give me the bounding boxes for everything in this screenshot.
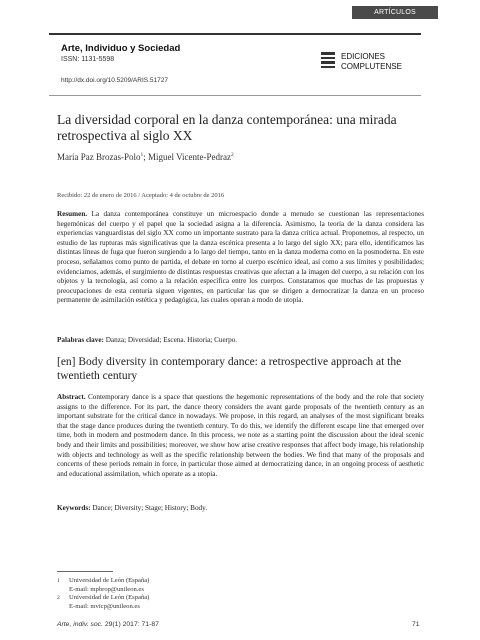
author-1: María Paz Brozas-Polo bbox=[57, 152, 141, 162]
abstract-text: Contemporary dance is a space that questions the hegemonic representations of the body and the role that society assigns to the difference. For its part, the dance theory considers the avant garde proposals of the twentieth century as an important substrate for the critical dance in nowadays. We propose, in this regard, an analyses of the most significant breaks that the stage dance produces during the twentieth century. To do this, we identify the different escape line that emerged over time, both in modern and postmodern dance. In this process, we note as a starting point the discussion about the ideal scenic body and their limits and possibilities; moreover, we show how arise creative responses that affect body image, his relationship with objects and technology as well as the specific relationship between the bodies. We find that many of the proposals and concerns of these periods remain in force, in particular those aimed at democratizing dance, in an ongoing process of aesthetic and educational assimilation, which operate as a utopia. bbox=[57, 393, 424, 478]
journal-issn: ISSN: 1131-5598 bbox=[61, 56, 115, 63]
footer-citation bbox=[57, 621, 159, 628]
doi-link[interactable]: http://dx.doi.org/10.5209/ARIS.51727 bbox=[61, 77, 168, 84]
publisher-name-line1: EDICIONES bbox=[341, 52, 386, 61]
abstract-en bbox=[57, 393, 424, 479]
abstract-label: Abstract. bbox=[57, 393, 86, 401]
footnote-email: E-mail: mpbrop@unileon.es bbox=[69, 585, 144, 593]
keywords-es bbox=[57, 336, 424, 346]
author-2: Miguel Vicente-Pedraz bbox=[148, 152, 232, 162]
journal-title: Arte, Individuo y Sociedad bbox=[61, 43, 181, 54]
footnote-email: E-mail: mvicp@unileon.es bbox=[69, 602, 140, 610]
footnote-affiliation: Universidad de León (España) bbox=[69, 594, 150, 601]
publisher-logo-icon bbox=[321, 52, 335, 68]
keywords-label: Keywords: bbox=[57, 504, 91, 512]
footnote-number: 2 bbox=[57, 595, 60, 601]
page-number: 71 bbox=[412, 621, 420, 628]
footnote-2 bbox=[57, 594, 149, 611]
footnote-affiliation: Universidad de León (España) bbox=[69, 577, 150, 584]
section-tag: ARTÍCULOS bbox=[352, 6, 438, 19]
footer-volume: 29(1) 2017: 71-87 bbox=[102, 621, 159, 628]
footnote-divider bbox=[57, 571, 113, 572]
authors bbox=[57, 152, 234, 162]
author-2-footnote-ref: 2 bbox=[231, 152, 234, 158]
keywords-text: Dance; Diversity; Stage; History; Body. bbox=[92, 504, 208, 512]
publisher-name bbox=[341, 52, 402, 72]
article-title-es: La diversidad corporal en la danza contemporánea: una mirada retrospectiva al siglo XX bbox=[57, 112, 397, 143]
resumen-text: La danza contemporánea constituye un microespacio donde a menudo se cuestionan las representaciones hegemónicas del cuerpo y el papel que la sociedad asigna a la diferencia. Asimismo, la teoría de la danza considera las experiencias vanguardistas del siglo XX como un importante sustrato para la danza crítica actual. Proponemos, al respecto, un estudio de las rupturas más significativas que la danza escénica presenta a lo largo del siglo XX; para ello, identificamos las distintas líneas de fuga que fueron surgiendo a lo largo del tiempo, tanto en la danza moderna como en la posmoderna. En este proceso, señalamos como punto de partida, el debate en torno al cuerpo escénico ideal, así como a sus límites y posibilidades; evidenciamos, además, el surgimiento de distintas respuestas creativas que afectan a la imagen del cuerpo, a su relación con los objetos y la tecnología, así como a la relación específica entre los cuerpos. Constatamos que muchas de las propuestas y preocupaciones de esta centuria siguen vigentes, en particular las que se dirigen a democratizar la danza en un proceso permanente de asimilación estética y pedagógica, las cuales operan a modo de utopía. bbox=[57, 210, 425, 305]
publisher-name-line2: COMPLUTENSE bbox=[341, 62, 402, 71]
author-separator: ; bbox=[143, 152, 148, 162]
footnote-1 bbox=[57, 577, 149, 594]
received-dates: Recibido: 22 de enero de 2016 / Aceptado: 4 de octubre de 2016 bbox=[57, 192, 225, 199]
author-1-footnote-ref: 1 bbox=[140, 152, 144, 158]
keywords-en bbox=[57, 504, 424, 514]
article-title-en: [en] Body diversity in contemporary dance: a retrospective approach at the twentieth century bbox=[57, 356, 402, 382]
abstract-es bbox=[57, 210, 424, 306]
footer-journal-abbr: Arte, indiv. soc. bbox=[57, 621, 103, 628]
palabras-clave-label: Palabras clave: bbox=[57, 336, 104, 344]
resumen-label: Resumen. bbox=[57, 210, 88, 218]
footnote-number: 1 bbox=[57, 578, 60, 584]
palabras-clave-text: Danza; Diversidad; Escena. Historia; Cuerpo. bbox=[105, 336, 238, 344]
journal-header bbox=[49, 33, 421, 96]
